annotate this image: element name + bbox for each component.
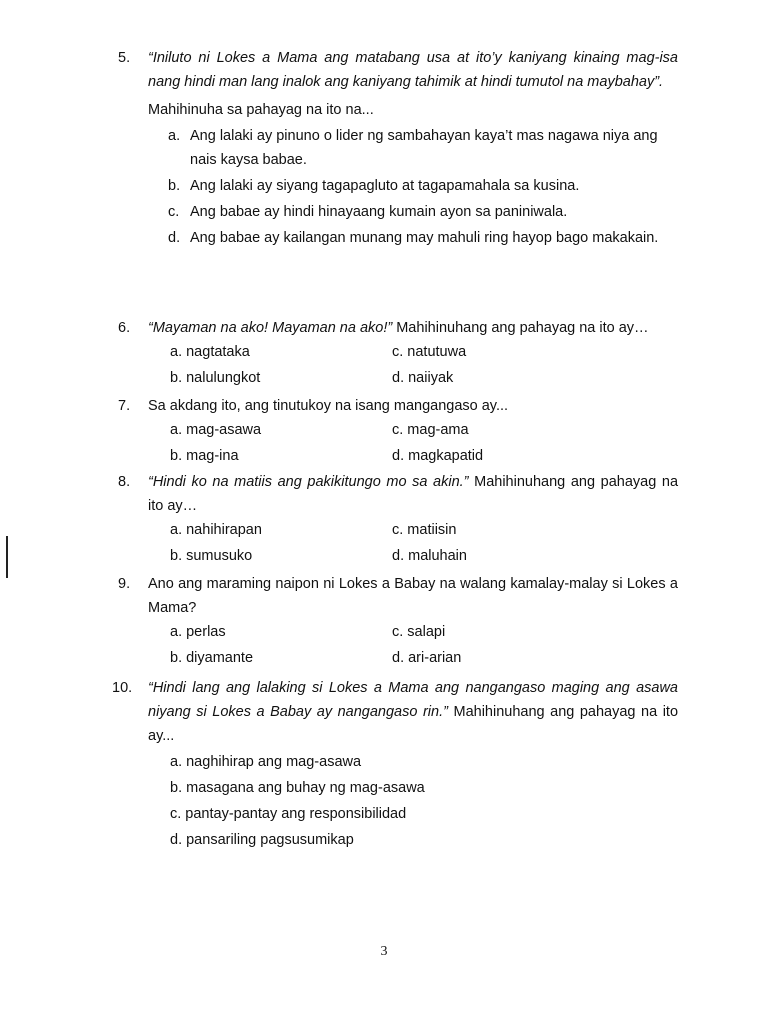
question-7 bbox=[118, 394, 678, 468]
question-lead: Mahihinuha sa pahayag na ito na... bbox=[148, 102, 374, 118]
question-number: 10. bbox=[112, 680, 133, 696]
option-c: c. natutuwa bbox=[392, 344, 467, 360]
option-b: b. mag-ina bbox=[170, 448, 239, 464]
option-a: a. mag-asawa bbox=[170, 422, 262, 438]
question-text: Sa akdang ito, ang tinutukoy na isang mangangaso ay... bbox=[148, 398, 509, 414]
option-d: d. pansariling pagsusumikap bbox=[170, 832, 354, 848]
page-number: 3 bbox=[380, 944, 388, 959]
option-grid bbox=[118, 418, 678, 468]
question-text: “Hindi lang ang lalaking si Lokes a Mama ang nangangaso maging ang asawa niyang si Lokes a Babay ay nangangaso rin.” Mahihinuhang ang pahayag na ito ay... bbox=[148, 680, 679, 744]
option-a: a. perlas bbox=[170, 624, 226, 640]
question-number: 6. bbox=[118, 320, 131, 336]
option-grid bbox=[118, 340, 678, 390]
option-c: c. mag-ama bbox=[392, 422, 469, 438]
option-b: b. masagana ang buhay ng mag-asawa bbox=[170, 780, 425, 796]
question-8 bbox=[118, 470, 678, 568]
option-b: b. nalulungkot bbox=[170, 370, 261, 386]
question-number: 5. bbox=[118, 50, 131, 66]
option-b: b. diyamante bbox=[170, 650, 254, 666]
option-b: b. Ang lalaki ay siyang tagapagluto at tagapamahala sa kusina. bbox=[168, 178, 580, 194]
option-grid bbox=[118, 620, 678, 670]
option-a: a. nahihirapan bbox=[170, 522, 262, 538]
question-text: “Iniluto ni Lokes a Mama ang matabang usa at ito’y kaniyang kinaing mag-isa nang hindi man lang inalok ang kaniyang tahimik at hindi tumutol na maybahay”. bbox=[148, 50, 678, 90]
option-d: d. naiiyak bbox=[392, 370, 454, 386]
question-text: “Hindi ko na matiis ang pakikitungo mo sa akin.” Mahihinuhang ang pahayag na ito ay… bbox=[148, 474, 679, 514]
option-c: c. Ang babae ay hindi hinayaang kumain ayon sa paniniwala. bbox=[168, 204, 568, 220]
option-a: a. Ang lalaki ay pinuno o lider ng sambahayan kaya’t mas nagawa niya ang nais kaysa babae. bbox=[168, 128, 658, 168]
question-9 bbox=[118, 572, 678, 670]
option-c: c. salapi bbox=[392, 624, 446, 640]
question-text: Ano ang maraming naipon ni Lokes a Babay na walang kamalay-malay si Lokes a Mama? bbox=[148, 576, 678, 616]
option-d: d. magkapatid bbox=[392, 448, 484, 464]
question-number: 8. bbox=[118, 474, 131, 490]
question-text: “Mayaman na ako! Mayaman na ako!” Mahihinuhang ang pahayag na ito ay… bbox=[148, 320, 649, 336]
option-d: d. Ang babae ay kailangan munang may mahuli ring hayop bago makakain. bbox=[168, 230, 659, 246]
option-d: d. ari-arian bbox=[392, 650, 462, 666]
option-b: b. sumusuko bbox=[170, 548, 253, 564]
option-c: c. matiisin bbox=[392, 522, 457, 538]
scan-edge-mark bbox=[6, 536, 8, 578]
question-number: 7. bbox=[118, 398, 131, 414]
option-c: c. pantay-pantay ang responsibilidad bbox=[170, 806, 407, 822]
question-6 bbox=[118, 316, 678, 390]
question-number: 9. bbox=[118, 576, 131, 592]
option-a: a. nagtataka bbox=[170, 344, 250, 360]
option-d: d. maluhain bbox=[392, 548, 467, 564]
question-5 bbox=[118, 46, 678, 252]
question-10 bbox=[112, 676, 679, 854]
option-grid bbox=[118, 518, 678, 568]
option-a: a. naghihirap ang mag-asawa bbox=[170, 754, 362, 770]
